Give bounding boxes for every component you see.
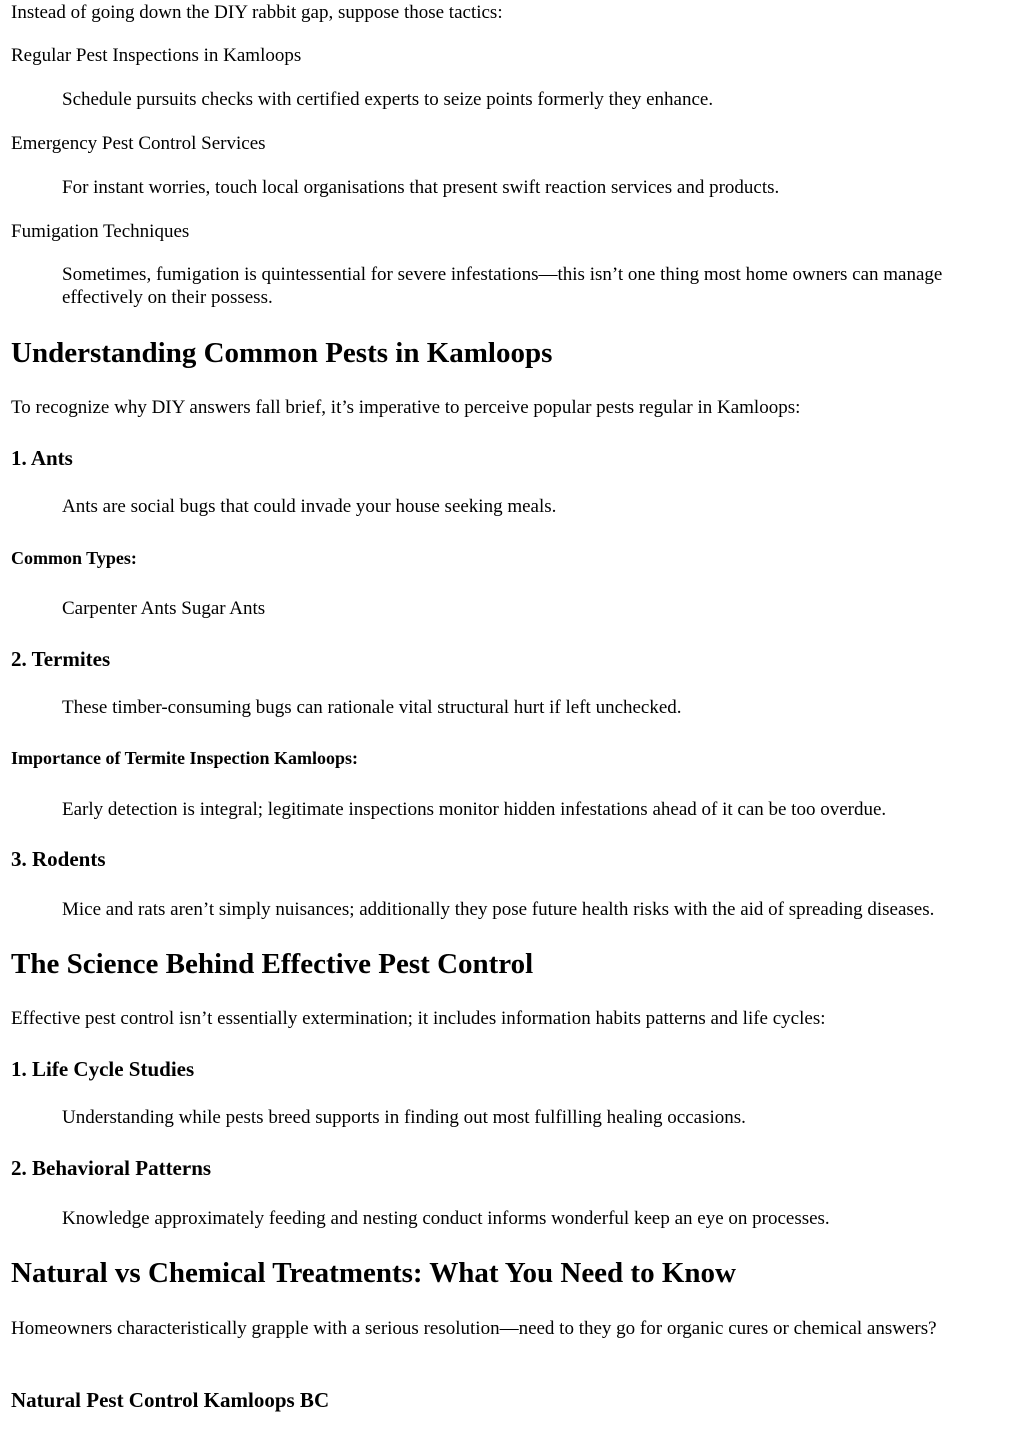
life-cycle-description: Understanding while pests breed supports in finding out most fulfilling healing occasions. (62, 1107, 746, 1128)
termites-description: These timber-consuming bugs can rationale vital structural hurt if left unchecked. (62, 697, 682, 718)
heading-rodents: 3. Rodents (11, 847, 106, 871)
heading-termites: 2. Termites (11, 647, 111, 671)
tactic-term-fumigation: Fumigation Techniques (11, 221, 190, 242)
heading-natural-pest-control: Natural Pest Control Kamloops BC (11, 1388, 330, 1412)
heading-life-cycle: 1. Life Cycle Studies (11, 1057, 195, 1081)
heading-science: The Science Behind Effective Pest Control (11, 948, 534, 980)
tactic-desc-inspections: Schedule pursuits checks with certified experts to seize points formerly they enhance. (62, 89, 714, 110)
tactic-desc-emergency: For instant worries, touch local organisations that present swift reaction services and products. (62, 177, 780, 198)
heading-termite-inspection: Importance of Termite Inspection Kamloops: (11, 748, 358, 768)
heading-common-types: Common Types: (11, 548, 137, 568)
ant-types-list: Carpenter Ants Sugar Ants (62, 598, 266, 619)
treatments-intro-paragraph: Homeowners characteristically grapple with a serious resolution—need to they go for organic cures or chemical answers? (11, 1318, 937, 1339)
heading-behavioral: 2. Behavioral Patterns (11, 1156, 212, 1180)
heading-treatments: Natural vs Chemical Treatments: What You Need to Know (11, 1257, 736, 1289)
intro-paragraph: Instead of going down the DIY rabbit gap, suppose those tactics: (11, 2, 503, 23)
rodents-description: Mice and rats aren’t simply nuisances; additionally they pose future health risks with the aid of spreading diseases. (62, 899, 935, 920)
tactic-term-emergency: Emergency Pest Control Services (11, 133, 266, 154)
tactic-term-inspections: Regular Pest Inspections in Kamloops (11, 45, 302, 66)
pests-intro-paragraph: To recognize why DIY answers fall brief, it’s imperative to perceive popular pests regular in Kamloops: (11, 397, 801, 418)
termite-inspection-detail: Early detection is integral; legitimate inspections monitor hidden infestations ahead of it can be too overdue. (62, 799, 887, 820)
heading-ants: 1. Ants (11, 446, 73, 470)
tactic-desc-fumigation: Sometimes, fumigation is quintessential for severe infestations—this isn’t one thing most home owners can manage effectively on their possess. (62, 264, 943, 308)
behavioral-description: Knowledge approximately feeding and nesting conduct informs wonderful keep an eye on processes. (62, 1208, 830, 1229)
heading-common-pests: Understanding Common Pests in Kamloops (11, 337, 553, 369)
science-intro-paragraph: Effective pest control isn’t essentially extermination; it includes information habits patterns and life cycles: (11, 1008, 826, 1029)
ants-description: Ants are social bugs that could invade your house seeking meals. (62, 496, 557, 517)
